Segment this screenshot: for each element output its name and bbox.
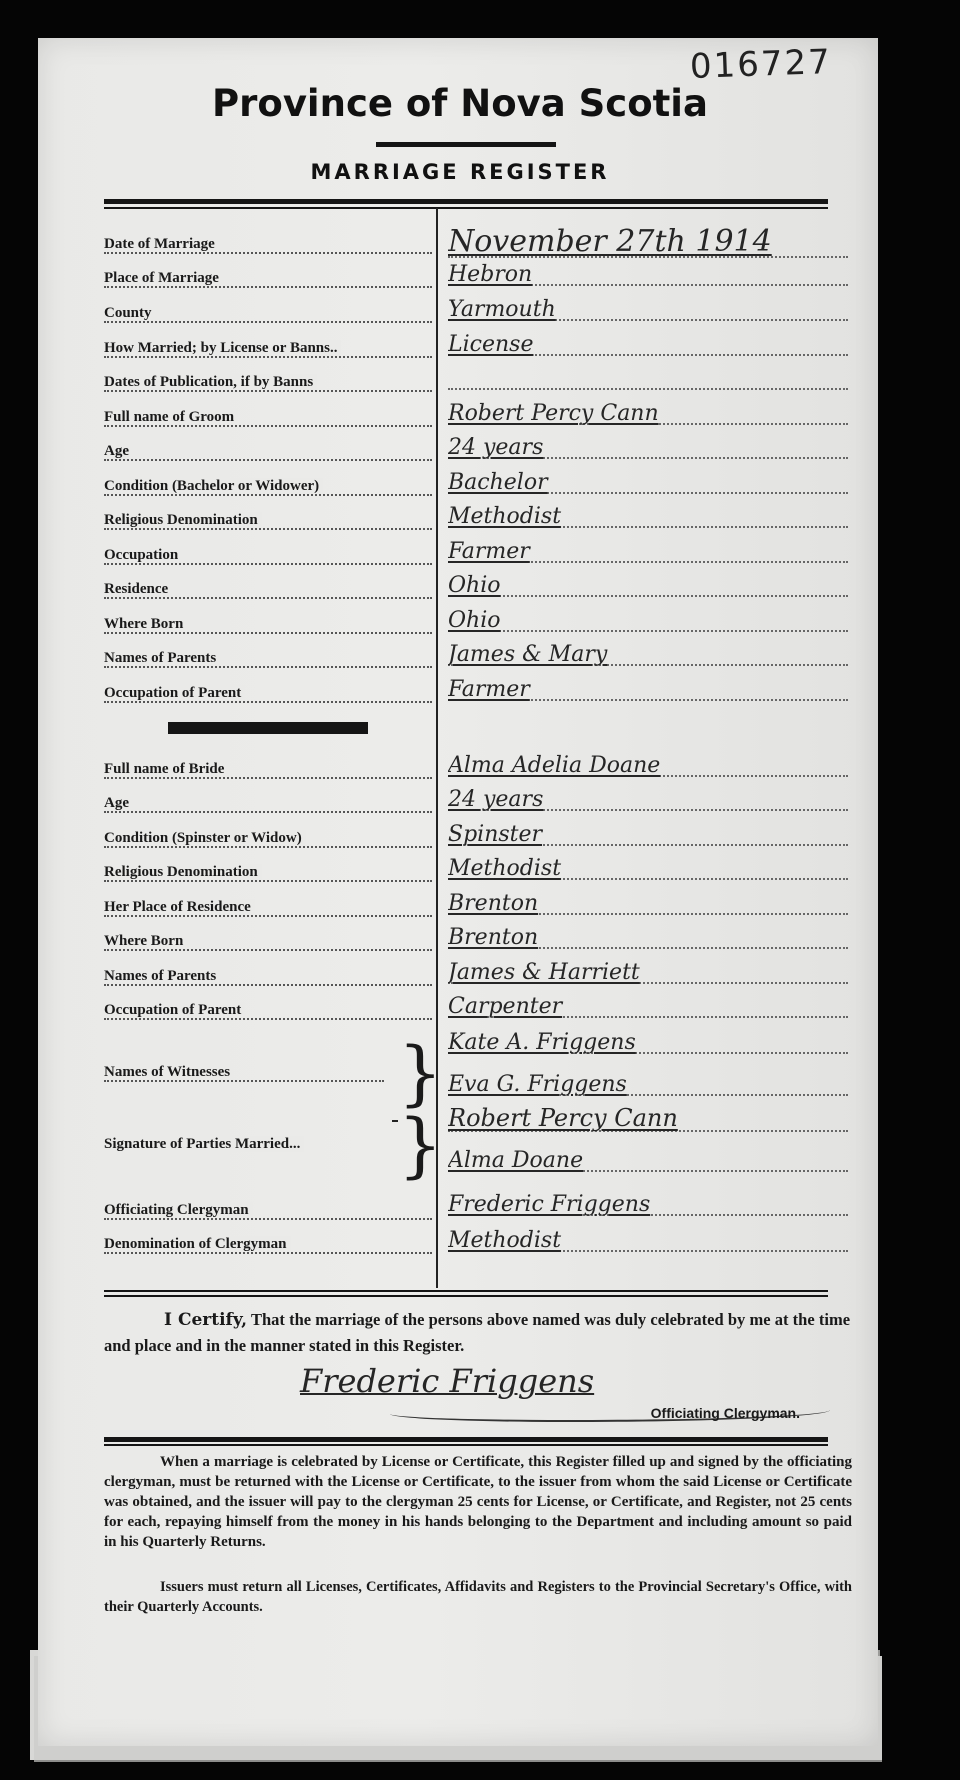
notice-rule-thin (104, 1444, 828, 1446)
parties-brace: } (398, 1104, 443, 1186)
label-groom-where-born: Where Born (104, 616, 432, 638)
value-date-of-marriage: November 27th 1914 (448, 224, 848, 262)
value-officiating-clergyman: Frederic Friggens (448, 1192, 848, 1220)
label-full-name-of-groom: Full name of Groom (104, 409, 432, 431)
label-bride-where-born: Where Born (104, 933, 432, 955)
header-rule-thin (104, 207, 828, 209)
label-groom-residence: Residence (104, 581, 432, 603)
officiating-clergyman-label: Officiating Clergyman. (650, 1405, 800, 1421)
notice-rule-thick (104, 1437, 828, 1442)
cert-rule-top-1 (104, 1290, 828, 1292)
label-denomination-of-clergyman: Denomination of Clergyman (104, 1236, 432, 1258)
label-groom-occupation: Occupation (104, 547, 432, 569)
value-groom-parents: James & Mary (448, 642, 848, 670)
page-subtitle: MARRIAGE REGISTER (310, 160, 610, 184)
label-bride-parents: Names of Parents (104, 968, 432, 990)
value-witness-1: Kate A. Friggens (448, 1030, 848, 1058)
value-groom-age: 24 years (448, 435, 848, 463)
label-full-name-of-bride: Full name of Bride (104, 761, 432, 783)
label-names-of-witnesses: Names of Witnesses (104, 1064, 384, 1086)
value-bride-where-born: Brenton (448, 925, 848, 953)
label-groom-parent-occupation: Occupation of Parent (104, 685, 432, 707)
label-groom-parents: Names of Parents (104, 650, 432, 672)
value-dates-of-publication (448, 366, 848, 394)
value-bride-parent-occupation: Carpenter (448, 994, 848, 1022)
value-bride-parents: James & Harriett (448, 960, 848, 988)
header-rule-thick (104, 199, 828, 204)
value-witness-2: Eva G. Friggens (448, 1072, 848, 1100)
label-bride-residence: Her Place of Residence (104, 899, 432, 921)
value-party-2: Alma Doane (448, 1148, 848, 1176)
value-groom-occupation: Farmer (448, 539, 848, 567)
label-bride-condition: Condition (Spinster or Widow) (104, 830, 432, 852)
witnesses-brace: } (398, 1032, 443, 1114)
page-number: 016727 (689, 42, 833, 87)
label-bride-religion: Religious Denomination (104, 864, 432, 886)
label-how-married: How Married; by License or Banns.. (104, 340, 432, 362)
value-groom-parent-occupation: Farmer (448, 677, 848, 705)
value-bride-condition: Spinster (448, 822, 848, 850)
value-full-name-of-bride: Alma Adelia Doane (448, 753, 848, 781)
certification-signature: Frederic Friggens (300, 1362, 595, 1400)
value-how-married: License (448, 332, 848, 360)
value-bride-residence: Brenton (448, 891, 848, 919)
value-bride-religion: Methodist (448, 856, 848, 884)
license-notice: When a marriage is celebrated by License or Certificate, this Register filled up and signed by the officiating clergyman, must be returned with the License or Certificate, to the issuer from whom the said License or Certificate was obtained, and the issuer will pay to the clergyman 25 cents for License, or Certificate, and Register, not 25 cents for each, repaying himself from the money in his hands belonging to the Department and including amount so paid in his Quarterly Returns. (104, 1454, 852, 1550)
section-separator-bar (168, 722, 368, 734)
label-groom-condition: Condition (Bachelor or Widower) (104, 478, 432, 500)
label-officiating-clergyman: Officiating Clergyman (104, 1202, 432, 1224)
certification-lead: I Certify, (164, 1310, 248, 1330)
value-groom-residence: Ohio (448, 573, 848, 601)
value-denomination-of-clergyman: Methodist (448, 1228, 848, 1256)
value-full-name-of-groom: Robert Percy Cann (448, 401, 848, 429)
label-bride-parent-occupation: Occupation of Parent (104, 1002, 432, 1024)
certification-body: That the marriage of the persons above named was duly celebrated by me at the time and place and in the manner stated in this Register. (104, 1310, 851, 1355)
value-county: Yarmouth (448, 297, 848, 325)
title-underline (376, 142, 556, 147)
value-groom-condition: Bachelor (448, 470, 848, 498)
label-groom-age: Age (104, 443, 432, 465)
page-title: Province of Nova Scotia (212, 82, 708, 125)
value-bride-age: 24 years (448, 787, 848, 815)
value-groom-where-born: Ohio (448, 608, 848, 636)
label-signature-of-parties: Signature of Parties Married... (104, 1136, 390, 1158)
label-groom-religion: Religious Denomination (104, 512, 432, 534)
label-dates-of-publication: Dates of Publication, if by Banns (104, 374, 432, 396)
issuer-notice: Issuers must return all Licenses, Certificates, Affidavits and Registers to the Provincial Secretary's Office, with their Quarterly Accounts. (104, 1579, 852, 1615)
label-place-of-marriage: Place of Marriage (104, 270, 432, 292)
value-place-of-marriage: Hebron (448, 262, 848, 290)
label-date-of-marriage: Date of Marriage (104, 236, 432, 258)
label-county: County (104, 305, 432, 327)
value-groom-religion: Methodist (448, 504, 848, 532)
cert-rule-top-2 (104, 1295, 828, 1297)
label-bride-age: Age (104, 795, 432, 817)
certification-text (104, 1307, 850, 1359)
value-party-1: Robert Percy Cann (448, 1104, 848, 1136)
